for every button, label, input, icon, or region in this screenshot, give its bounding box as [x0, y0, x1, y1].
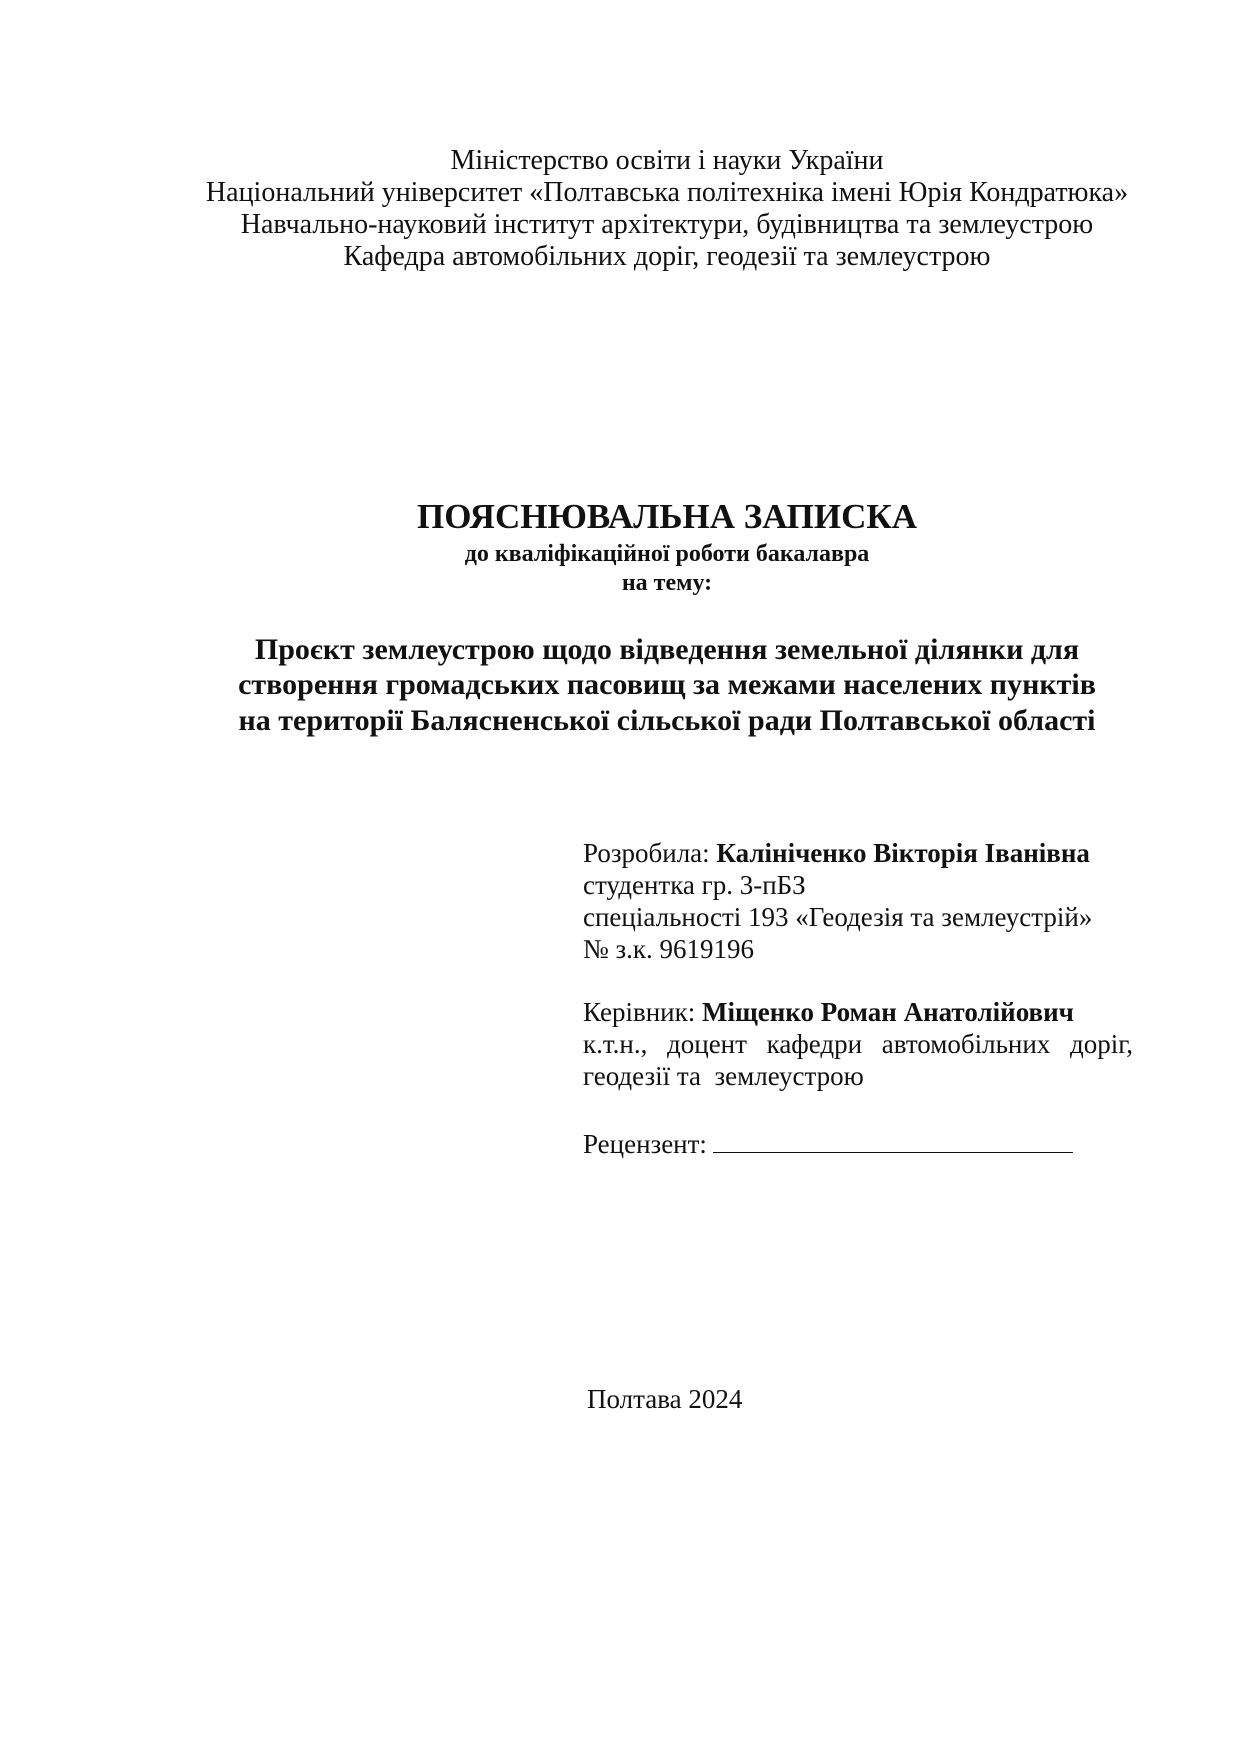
ministry: Міністерство освіти і науки України [450, 145, 884, 176]
university: Національний університет «Полтавська політехніка імені Юрія Кондратюка» [205, 177, 1129, 208]
topic-line: на території Балясненської сільської ради Полтавської області [238, 704, 1096, 737]
reviewer-signature-line [713, 1128, 1073, 1153]
document-title: ПОЯСНЮВАЛЬНА ЗАПИСКА [416, 497, 918, 536]
author-specialty: спеціальності 193 «Геодезія та землеустрій» [583, 902, 1093, 932]
reviewer-label: Рецензент: [583, 1129, 707, 1159]
supervisor-block [583, 996, 1133, 1092]
author-block [583, 837, 1133, 965]
supervisor-name: Міщенко Роман Анатолійович [701, 997, 1074, 1027]
topic-line: створення громадських пасовищ за межами населених пунктів [238, 668, 1096, 701]
supervisor-position-cont: геодезії та землеустрою [583, 1061, 864, 1091]
topic-label: на тему: [621, 570, 713, 596]
author-record: № з.к. 9619196 [583, 934, 755, 964]
department: Кафедра автомобільних доріг, геодезії та землеустрою [343, 241, 991, 272]
topic-line: Проєкт землеустрою щодо відведення земельної ділянки для [254, 633, 1080, 666]
document-subtitle: до кваліфікаційної роботи бакалавра [464, 541, 870, 567]
supervisor-position: к.т.н., доцент кафедри автомобільних доріг, [583, 1029, 1133, 1059]
supervisor-label: Керівник: [583, 997, 696, 1027]
institute: Навчально-науковий інститут архітектури, будівництва та землеустрою [240, 209, 1094, 240]
city-year: Полтава 2024 [587, 1384, 743, 1414]
author-label: Розробила: [583, 838, 710, 868]
author-group: студентка гр. 3-пБЗ [583, 870, 806, 900]
reviewer-block [583, 1128, 1133, 1160]
author-name: Калініченко Вікторія Іванівна [716, 838, 1090, 868]
